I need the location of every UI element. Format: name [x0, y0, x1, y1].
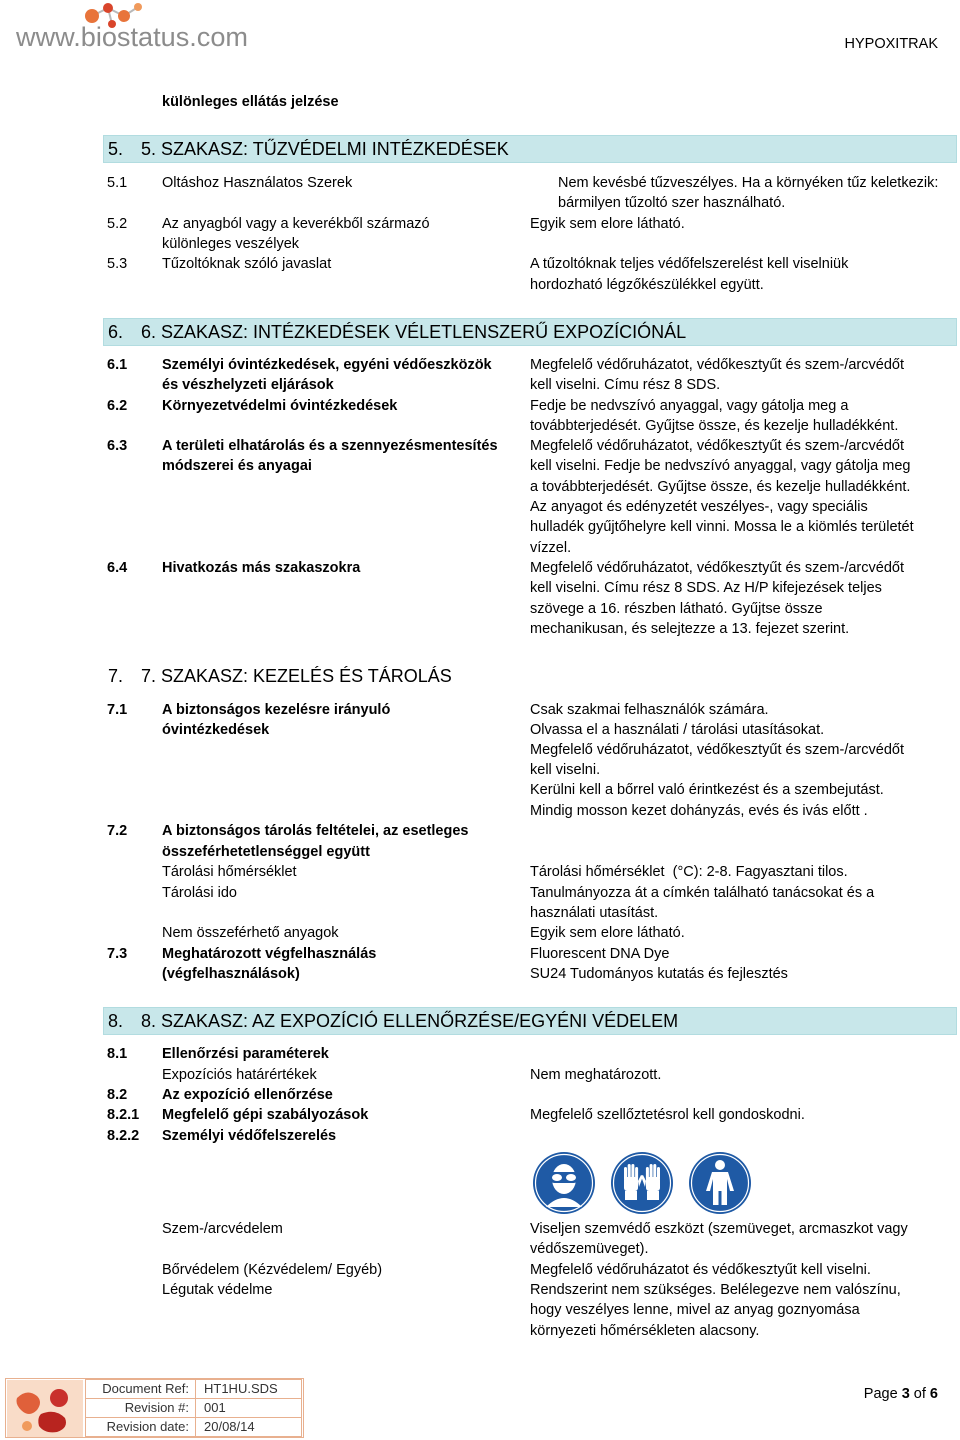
exposure-limits-value: Nem meghatározott.: [530, 1067, 662, 1083]
row-8-2-2-number: 8.2.2: [107, 1128, 140, 1144]
row-7-3-label-line: (végfelhasználások): [162, 966, 300, 982]
skin-protection-value: Megfelelő védőruházatot és védőkesztyűt kell viselni.: [530, 1262, 871, 1278]
row-6-4-value-line: szövege a 16. részben látható. Gyűjtse össze: [530, 601, 823, 617]
eye-protection-icon: [532, 1151, 596, 1215]
row-6-2-label: Környezetvédelmi óvintézkedések: [162, 398, 398, 414]
row-5-3-number: 5.3: [107, 256, 128, 272]
row-8-2-2-label: Személyi védőfelszerelés: [162, 1128, 337, 1144]
row-5-1-label: Oltáshoz Használatos Szerek: [162, 175, 353, 191]
page-of: of: [909, 1386, 930, 1402]
row-6-1-value-line: kell viselni. Címu rész 8 SDS.: [530, 377, 721, 393]
respiratory-protection-value-line: hogy veszélyes lenne, mivel az anyag goznyomása: [530, 1302, 860, 1318]
row-6-3-label-line: A területi elhatárolás és a szennyezésmentesítés: [162, 438, 498, 454]
product-name: HYPOXITRAK: [844, 36, 938, 52]
incompatible-materials-value: Egyik sem elore látható.: [530, 925, 685, 941]
row-6-3-value-line: kell viselni. Fedje be nedvszívó anyaggal, vagy gátolja meg: [530, 458, 911, 474]
row-7-3-label-line: Meghatározott végfelhasználás: [162, 946, 377, 962]
row-8-1-label: Ellenőrzési paraméterek: [162, 1046, 329, 1062]
document-ref-label: Document Ref:: [86, 1380, 196, 1399]
row-7-3-value-line: SU24 Tudományos kutatás és fejlesztés: [530, 966, 788, 982]
row-5-3-label: Tűzoltóknak szóló javaslat: [162, 256, 332, 272]
revision-date-value: 20/08/14: [196, 1418, 302, 1437]
row-6-4-label: Hivatkozás más szakaszokra: [162, 560, 361, 576]
storage-time-value-line: Tanulmányozza át a címkén található tanácsokat és a: [530, 885, 875, 901]
row-8-1-number: 8.1: [107, 1046, 128, 1062]
row-5-2-label-line: Az anyagból vagy a keverékből származó: [162, 216, 430, 232]
section-7-number: 7.: [108, 666, 124, 686]
row-5-3-value-line: hordozható légzőkészülékkel együtt.: [530, 277, 764, 293]
revision-label: Revision #:: [86, 1399, 196, 1418]
row-6-1-number: 6.1: [107, 357, 128, 373]
row-8-2-1-number: 8.2.1: [107, 1107, 140, 1123]
section-6-number: 6.: [108, 322, 124, 342]
page-prefix: Page: [863, 1386, 902, 1402]
row-7-1-value-line: Mindig mosson kezet dohányzás, evés és ivás előtt .: [530, 803, 868, 819]
table-row: [86, 1380, 302, 1399]
row-6-1-value-line: Megfelelő védőruházatot, védőkesztyűt és szem-/arcvédőt: [530, 357, 904, 373]
section-5-title: 5. SZAKASZ: TŰZVÉDELMI INTÉZKEDÉSEK: [141, 139, 509, 159]
row-7-1-number: 7.1: [107, 702, 128, 718]
row-5-3-value-line: A tűzoltóknak teljes védőfelszerelést kell viselniük: [530, 256, 849, 272]
row-6-3-value-line: Az anyagot és edényzetét veszélyes-, vagy speciális: [530, 499, 868, 515]
row-7-2-label-line: összeférhetetlenséggel együtt: [162, 844, 370, 860]
page-current: 3: [901, 1386, 910, 1402]
row-6-4-value-line: Megfelelő védőruházatot, védőkesztyűt és szem-/arcvédőt: [530, 560, 904, 576]
page-total: 6: [929, 1386, 938, 1402]
row-5-2-number: 5.2: [107, 216, 128, 232]
row-6-3-value-line: hulladék gyűjtőhelyre kell vinni. Mossa le a kiömlés területét: [530, 519, 914, 535]
row-6-1-label-line: és vészhelyzeti eljárások: [162, 377, 334, 393]
section-5-number: 5.: [108, 139, 124, 159]
row-8-2-1-value: Megfelelő szellőztetésrol kell gondoskodni.: [530, 1107, 805, 1123]
row-5-1-value-line: bármilyen tűzoltó szer használható.: [558, 195, 786, 211]
section-8-number: 8.: [108, 1011, 124, 1031]
section-8-title: 8. SZAKASZ: AZ EXPOZÍCIÓ ELLENŐRZÉSE/EGYÉNI VÉDELEM: [141, 1011, 679, 1031]
row-8-2-1-label: Megfelelő gépi szabályozások: [162, 1107, 369, 1123]
row-5-1-number: 5.1: [107, 175, 128, 191]
row-6-4-value-line: kell viselni. Címu rész 8 SDS. Az H/P kifejezések teljes: [530, 580, 882, 596]
skin-protection-label: Bőrvédelem (Kézvédelem/ Egyéb): [162, 1262, 383, 1278]
row-6-2-value-line: Fedje be nedvszívó anyaggal, vagy gátolja meg a: [530, 398, 849, 414]
eye-protection-value-line: Viseljen szemvédő eszközt (szemüveget, arcmaszkot vagy: [530, 1221, 908, 1237]
exposure-limits-label: Expozíciós határértékek: [162, 1067, 317, 1083]
respiratory-protection-label: Légutak védelme: [162, 1282, 273, 1298]
row-6-3-number: 6.3: [107, 438, 128, 454]
row-7-3-value-line: Fluorescent DNA Dye: [530, 946, 670, 962]
page-number: [864, 1384, 938, 1404]
row-6-4-number: 6.4: [107, 560, 128, 576]
row-7-1-value-line: Megfelelő védőruházatot, védőkesztyűt és szem-/arcvédőt: [530, 742, 904, 758]
row-7-1-value-line: kell viselni.: [530, 762, 601, 778]
biostatus-logo: [8, 0, 258, 56]
storage-temperature-value: Tárolási hőmérséklet (°C): 2-8. Fagyasztani tilos.: [530, 864, 848, 880]
revision-value: 001: [196, 1399, 302, 1418]
section-6-title: 6. SZAKASZ: INTÉZKEDÉSEK VÉLETLENSZERŰ EXPOZÍCIÓNÁL: [141, 322, 687, 342]
row-8-2-number: 8.2: [107, 1087, 128, 1103]
revision-date-label: Revision date:: [86, 1418, 196, 1437]
row-7-1-label-line: óvintézkedések: [162, 722, 270, 738]
respiratory-protection-value-line: környezeti hőmérsékleten alacsony.: [530, 1323, 760, 1339]
row-7-3-number: 7.3: [107, 946, 128, 962]
row-8-2-label: Az expozíció ellenőrzése: [162, 1087, 333, 1103]
row-6-4-value-line: mechanikusan, és selejtezze a 13. fejezet szerint.: [530, 621, 850, 637]
row-7-1-value-line: Csak szakmai felhasználók számára.: [530, 702, 769, 718]
row-7-2-number: 7.2: [107, 823, 128, 839]
gloves-icon: [610, 1151, 674, 1215]
storage-time-label: Tárolási ido: [162, 885, 237, 901]
footer-logo: [7, 1380, 83, 1437]
section-7-title: 7. SZAKASZ: KEZELÉS ÉS TÁROLÁS: [141, 666, 452, 686]
row-6-3-value-line: vízzel.: [530, 540, 572, 556]
document-info-table: [85, 1379, 302, 1437]
row-5-2-label-line: különleges veszélyek: [162, 236, 300, 252]
section-7-heading: [103, 662, 957, 690]
protective-clothing-icon: [688, 1151, 752, 1215]
row-7-2-label-line: A biztonságos tárolás feltételei, az esetleges: [162, 823, 469, 839]
eye-protection-label: Szem-/arcvédelem: [162, 1221, 283, 1237]
row-7-1-value-line: Kerülni kell a bőrrel való érintkezést és a szembejutást.: [530, 782, 884, 798]
row-6-3-value-line: Megfelelő védőruházatot, védőkesztyűt és szem-/arcvédőt: [530, 438, 904, 454]
storage-time-value-line: használati utasítást.: [530, 905, 659, 921]
storage-temperature-label: Tárolási hőmérséklet: [162, 864, 297, 880]
incompatible-materials-label: Nem összeférhető anyagok: [162, 925, 339, 941]
section-6-heading: [103, 318, 957, 346]
row-5-2-value: Egyik sem elore látható.: [530, 216, 685, 232]
row-6-2-number: 6.2: [107, 398, 128, 414]
section-5-heading: [103, 135, 957, 163]
table-row: [86, 1418, 302, 1437]
row-6-3-label-line: módszerei és anyagai: [162, 458, 312, 474]
row-7-1-label-line: A biztonságos kezelésre irányuló: [162, 702, 391, 718]
row-6-2-value-line: továbbterjedését. Gyűjtse össze, és kezelje hulladékként.: [530, 418, 899, 434]
row-7-1-value-line: Olvassa el a használati / tárolási utasításokat.: [530, 722, 825, 738]
logo-text: www.biostatus.com: [14, 22, 249, 52]
table-row: [86, 1399, 302, 1418]
intro-line: különleges ellátás jelzése: [162, 94, 339, 110]
footer-document-box: [5, 1378, 304, 1438]
row-6-1-label-line: Személyi óvintézkedések, egyéni védőeszközök: [162, 357, 492, 373]
respiratory-protection-value-line: Rendszerint nem szükséges. Belélegezve nem valószínu,: [530, 1282, 901, 1298]
row-6-3-value-line: a továbbterjedését. Gyűjtse össze, és kezelje hulladékként.: [530, 479, 911, 495]
section-8-heading: [103, 1007, 957, 1035]
eye-protection-value-line: védőszemüveget).: [530, 1241, 649, 1257]
row-5-1-value-line: Nem kevésbé tűzveszélyes. Ha a környéken tűz keletkezik:: [558, 175, 939, 191]
document-ref-value: HT1HU.SDS: [196, 1380, 302, 1399]
